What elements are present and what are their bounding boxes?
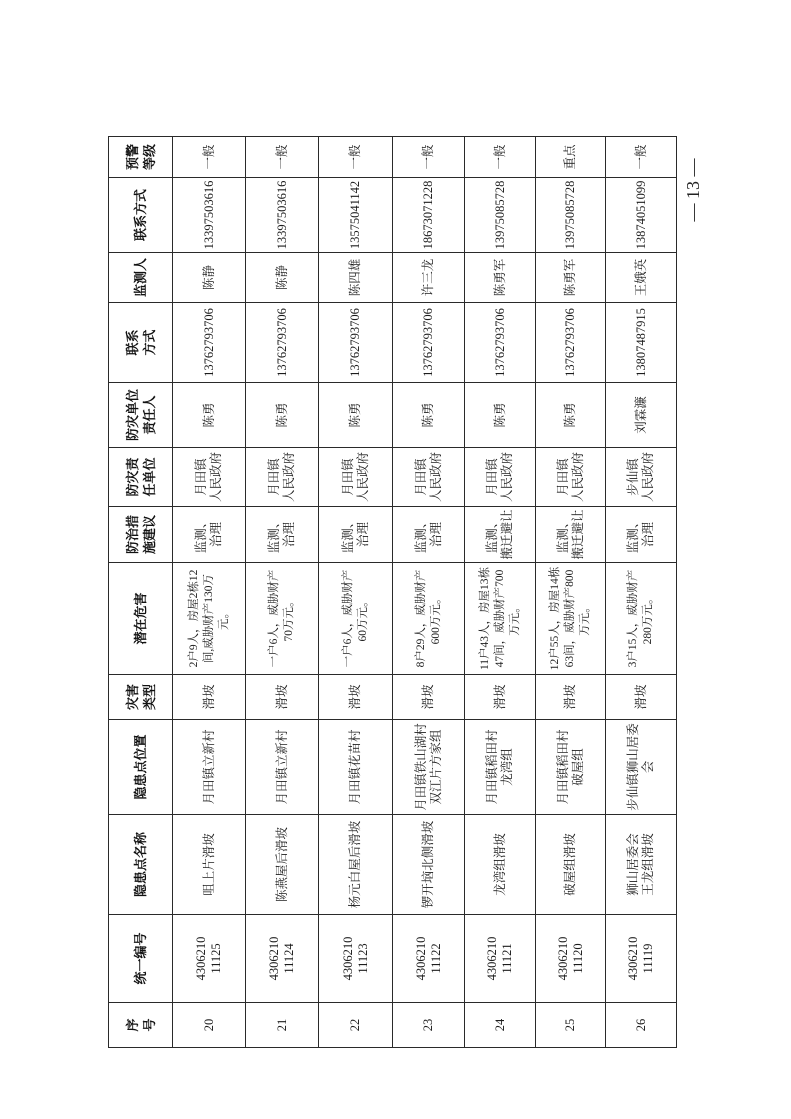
warning-level-cell: 一般	[606, 137, 677, 178]
responsible-phone-cell: 13762793706	[246, 303, 319, 383]
table-row	[173, 137, 246, 1048]
monitor-phone-cell: 13397503616	[173, 178, 246, 253]
responsible-person-cell: 刘霖濂	[606, 383, 677, 448]
header-name: 隐患点名称	[109, 815, 173, 915]
table-row	[319, 137, 393, 1048]
measures-cell: 监测、 治理	[606, 507, 677, 563]
name-cell: 狮山居委会 王龙组滑坡	[606, 815, 677, 915]
location-cell: 月田镇立新村	[246, 720, 319, 815]
measures-cell: 监测、 治理	[319, 507, 393, 563]
type-cell: 滑坡	[246, 675, 319, 720]
code-text: 430621011119	[626, 936, 655, 981]
type-cell: 滑坡	[393, 675, 465, 720]
seq-cell: 23	[393, 1003, 465, 1048]
measures-cell: 监测、 治理	[246, 507, 319, 563]
code-cell	[536, 915, 606, 1003]
name-cell: 咀上片滑坡	[173, 815, 246, 915]
location-cell: 月田镇花苗村	[319, 720, 393, 815]
hazard-cell: 2户9人，房屋2栋12间,威胁财产130万元。	[173, 563, 246, 675]
name-cell: 龙湾组滑坡	[465, 815, 536, 915]
hazard-cell: 12户55人，房屋14栋63间，威胁财产800万元。	[536, 563, 606, 675]
measures-cell: 监测、 搬迁避让	[536, 507, 606, 563]
monitor-cell: 陈勇军	[536, 253, 606, 303]
location-cell: 步仙镇狮山居委 会	[606, 720, 677, 815]
type-cell: 滑坡	[536, 675, 606, 720]
seq-cell: 24	[465, 1003, 536, 1048]
header-hazard: 潜在危害	[109, 563, 173, 675]
name-cell: 陈燕屋后滑坡	[246, 815, 319, 915]
header-responsible-unit: 防灾责 任单位	[109, 448, 173, 507]
seq-cell: 26	[606, 1003, 677, 1048]
header-responsible-person: 防灾单位 责任人	[109, 383, 173, 448]
responsible-person-cell: 陈勇	[173, 383, 246, 448]
hazard-cell: 一户6人，威胁财产60万元。	[319, 563, 393, 675]
table-row	[536, 137, 606, 1048]
warning-level-cell: 一般	[173, 137, 246, 178]
monitor-cell: 陈勇军	[465, 253, 536, 303]
monitor-phone-cell: 13575041142	[319, 178, 393, 253]
code-text: 430621011121	[485, 936, 514, 981]
responsible-phone-cell: 13762793706	[393, 303, 465, 383]
measures-cell: 监测、 搬迁避让	[465, 507, 536, 563]
table-header-row	[109, 137, 173, 1048]
type-cell: 滑坡	[465, 675, 536, 720]
code-cell	[173, 915, 246, 1003]
header-monitor-phone: 联系方式	[109, 178, 173, 253]
seq-cell: 21	[246, 1003, 319, 1048]
seq-cell: 20	[173, 1003, 246, 1048]
type-cell: 滑坡	[319, 675, 393, 720]
name-cell: 杨元白屋后滑坡	[319, 815, 393, 915]
warning-level-cell: 重点	[536, 137, 606, 178]
header-monitor: 监测人	[109, 253, 173, 303]
warning-level-cell: 一般	[246, 137, 319, 178]
responsible-phone-cell: 13762793706	[319, 303, 393, 383]
responsible-person-cell: 陈勇	[319, 383, 393, 448]
header-code: 统一编号	[109, 915, 173, 1003]
warning-level-cell: 一般	[393, 137, 465, 178]
responsible-person-cell: 陈勇	[465, 383, 536, 448]
responsible-unit-cell: 月田镇 人民政府	[173, 448, 246, 507]
monitor-phone-cell: 13975085728	[536, 178, 606, 253]
responsible-person-cell: 陈勇	[393, 383, 465, 448]
header-type: 灾害 类型	[109, 675, 173, 720]
measures-cell: 监测、 治理	[173, 507, 246, 563]
name-cell: 破屋组滑坡	[536, 815, 606, 915]
location-cell: 月田镇稻田村 龙湾组	[465, 720, 536, 815]
responsible-unit-cell: 月田镇 人民政府	[246, 448, 319, 507]
code-cell	[393, 915, 465, 1003]
seq-cell: 25	[536, 1003, 606, 1048]
location-cell: 月田镇立新村	[173, 720, 246, 815]
header-responsible-phone: 联系 方式	[109, 303, 173, 383]
monitor-phone-cell: 13975085728	[465, 178, 536, 253]
code-cell	[465, 915, 536, 1003]
monitor-phone-cell: 13874051099	[606, 178, 677, 253]
monitor-cell: 许三龙	[393, 253, 465, 303]
responsible-unit-cell: 步仙镇 人民政府	[606, 448, 677, 507]
page-number: — 13 —	[683, 158, 703, 222]
measures-cell: 监测、 治理	[393, 507, 465, 563]
rotated-page	[108, 137, 718, 1048]
table-row	[606, 137, 677, 1048]
responsible-person-cell: 陈勇	[246, 383, 319, 448]
monitor-cell: 陈四雄	[319, 253, 393, 303]
monitor-cell: 陈静	[246, 253, 319, 303]
type-cell: 滑坡	[606, 675, 677, 720]
responsible-unit-cell: 月田镇 人民政府	[393, 448, 465, 507]
responsible-phone-cell: 13762793706	[536, 303, 606, 383]
location-cell: 月田镇铁山湖村 双江片方家组	[393, 720, 465, 815]
table-row	[465, 137, 536, 1048]
code-text: 430621011120	[555, 936, 585, 981]
location-cell: 月田镇稻田村 破屋组	[536, 720, 606, 815]
responsible-phone-cell: 13762793706	[173, 303, 246, 383]
header-measures: 防治措 施建议	[109, 507, 173, 563]
header-seq: 序 号	[109, 1003, 173, 1048]
warning-level-cell: 一般	[319, 137, 393, 178]
monitor-cell: 王娥英	[606, 253, 677, 303]
hazard-cell: 11户43人，房屋13栋47间，威胁财产700万元。	[465, 563, 536, 675]
table-row	[246, 137, 319, 1048]
hazard-cell: 一户6人，威胁财产70万元。	[246, 563, 319, 675]
table-row	[393, 137, 465, 1048]
code-text: 430621011125	[194, 936, 223, 981]
code-text: 430621011124	[267, 936, 296, 981]
responsible-phone-cell: 13807487915	[606, 303, 677, 383]
code-cell	[606, 915, 677, 1003]
header-location: 隐患点位置	[109, 720, 173, 815]
responsible-phone-cell: 13762793706	[465, 303, 536, 383]
responsible-unit-cell: 月田镇 人民政府	[319, 448, 393, 507]
hazard-cell: 8户29人，威胁财产600万元。	[393, 563, 465, 675]
seq-cell: 22	[319, 1003, 393, 1048]
code-text: 430621011123	[340, 936, 370, 981]
code-cell	[246, 915, 319, 1003]
monitor-phone-cell: 18673071228	[393, 178, 465, 253]
code-cell	[319, 915, 393, 1003]
monitor-cell: 陈静	[173, 253, 246, 303]
responsible-person-cell: 陈勇	[536, 383, 606, 448]
type-cell: 滑坡	[173, 675, 246, 720]
responsible-unit-cell: 月田镇 人民政府	[465, 448, 536, 507]
name-cell: 锣开垴北侧滑坡	[393, 815, 465, 915]
code-text: 430621011122	[413, 936, 443, 981]
monitor-phone-cell: 13397503616	[246, 178, 319, 253]
hazard-table	[108, 136, 677, 1048]
hazard-cell: 3户15人，威胁财产280万元。	[606, 563, 677, 675]
header-warning-level: 预警 等级	[109, 137, 173, 178]
responsible-unit-cell: 月田镇 人民政府	[536, 448, 606, 507]
warning-level-cell: 一般	[465, 137, 536, 178]
